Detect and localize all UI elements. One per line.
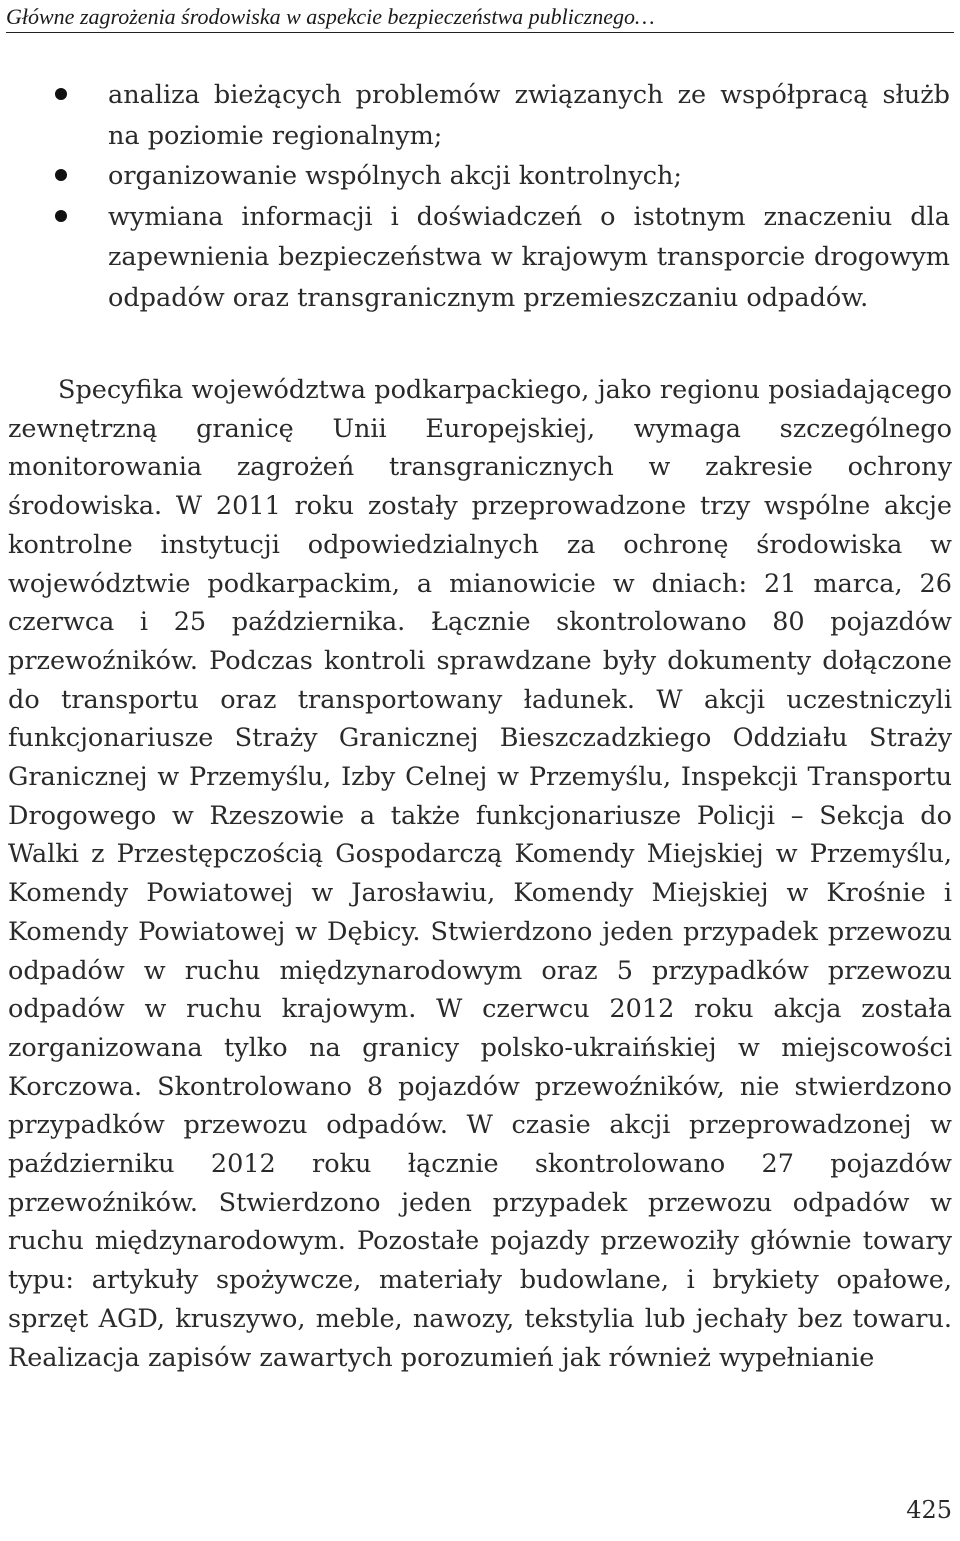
bullet-text: wymiana informacji i doświadczeń o istotnym znaczeniu dla zapewnienia bezpieczeństwa w krajowym transporcie drogowym odpadów oraz transgranicznym przemieszczaniu odpadów. <box>108 201 950 313</box>
bullet-item <box>0 75 960 156</box>
bullet-dot-icon <box>55 88 67 100</box>
bullet-item <box>0 156 960 197</box>
bullet-item <box>0 197 960 319</box>
bullet-list <box>0 75 960 318</box>
running-header: Główne zagrożenia środowiska w aspekcie bezpieczeństwa publicznego… <box>6 2 954 33</box>
bullet-text: organizowanie wspólnych akcji kontrolnych; <box>108 161 683 191</box>
bullet-text: analiza bieżących problemów związanych ze współpracą służb na poziomie regionalnym; <box>108 80 950 151</box>
page-number: 425 <box>906 1496 952 1524</box>
body-paragraph: Specyfika województwa podkarpackiego, jako regionu posiadającego zewnętrzną granicę Unii Europejskiej, wymaga szczególnego monitorowania zagrożeń transgranicznych w zakresie ochrony środowiska. W 2011 roku zostały przeprowadzone trzy wspólne akcje kontrolne instytucji odpowiedzialnych za ochronę środowiska w województwie podkarpackim, a mianowicie w dniach: 21 marca, 26 czerwca i 25 października. Łącznie skontrolowano 80 pojazdów przewoźników. Podczas kontroli sprawdzane były dokumenty dołączone do transportu oraz transportowany ładunek. W akcji uczestniczyli funkcjonariusze Straży Granicznej Bieszczadzkiego Oddziału Straży Granicznej w Przemyślu, Izby Celnej w Przemyślu, Inspekcji Transportu Drogowego w Rzeszowie a także funkcjonariusze Policji – Sekcja do Walki z Przestępczością Gospodarczą Komendy Miejskiej w Przemyślu, Komendy Powiatowej w Jarosławiu, Komendy Miejskiej w Krośnie i Komendy Powiatowej w Dębicy. Stwierdzono jeden przypadek przewozu odpadów w ruchu międzynarodowym oraz 5 przypadków przewozu odpadów w ruchu krajowym. W czerwcu 2012 roku akcja została zorganizowana tylko na granicy polsko-ukraińskiej w miejscowości Korczowa. Skontrolowano 8 pojazdów przewoźników, nie stwierdzono przypadków przewozu odpadów. W czasie akcji przeprowadzonej w październiku 2012 roku łącznie skontrolowano 27 pojazdów przewoźników. Stwierdzono jeden przypadek przewozu odpadów w ruchu międzynarodowym. Pozostałe pojazdy przewoziły głównie towary typu: artykuły spożywcze, materiały budowlane, i brykiety opałowe, sprzęt AGD, kruszywo, meble, nawozy, tekstylia lub jechały bez towaru. Realizacja zapisów zawartych porozumień jak również wypełnianie <box>8 375 952 1373</box>
bullet-dot-icon <box>55 169 67 181</box>
bullet-dot-icon <box>55 210 67 222</box>
